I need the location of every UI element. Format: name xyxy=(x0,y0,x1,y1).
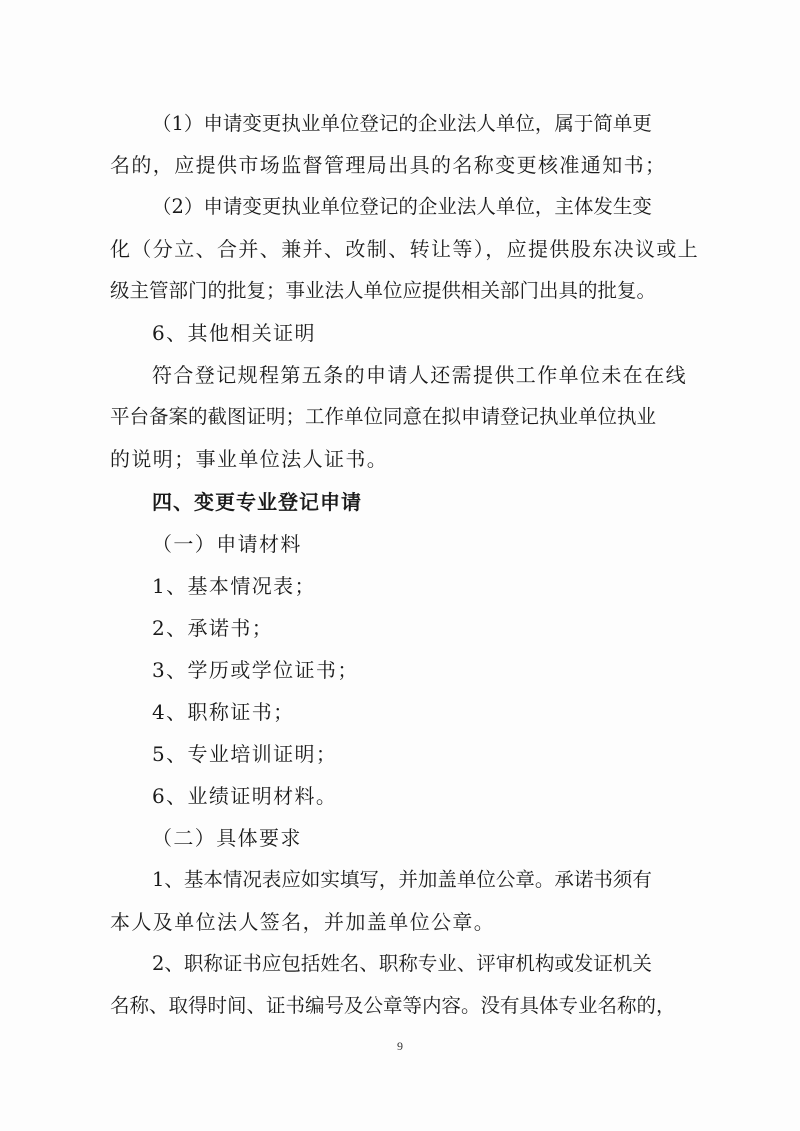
list-item: 6、业绩证明材料。 xyxy=(152,784,338,808)
paragraph-line: 2、职称证书应包括姓名、职称专业、评审机构或发证机关 xyxy=(152,952,652,975)
paragraph-line: 化（分立、合并、兼并、改制、转让等），应提供股东决议或上 xyxy=(110,237,700,261)
paragraph-line: 名的，应提供市场监督管理局出具的名称变更核准通知书； xyxy=(110,153,667,177)
page-number: 9 xyxy=(397,1039,403,1053)
list-item: 5、专业培训证明； xyxy=(152,742,338,766)
paragraph-line: 的说明；事业单位法人证书。 xyxy=(110,447,389,471)
paragraph-line: 平台备案的截图证明；工作单位同意在拟申请登记执业单位执业 xyxy=(110,405,657,428)
paragraph-line: （1）申请变更执业单位登记的企业法人单位，属于简单更 xyxy=(152,112,652,135)
list-item: 2、承诺书； xyxy=(152,616,274,640)
section-item: 6、其他相关证明 xyxy=(152,321,316,345)
paragraph-line: 本人及单位法人签名，并加盖单位公章。 xyxy=(110,910,496,934)
paragraph-line: 名称、取得时间、证书编号及公章等内容。没有具体专业名称的， xyxy=(110,994,676,1017)
paragraph-line: 级主管部门的批复；事业法人单位应提供相关部门出具的批复。 xyxy=(110,279,657,302)
paragraph-line: 符合登记规程第五条的申请人还需提供工作单位未在在线 xyxy=(152,363,687,387)
subsection-heading: （一）申请材料 xyxy=(152,532,302,556)
list-item: 4、职称证书； xyxy=(152,700,295,724)
list-item: 3、学历或学位证书； xyxy=(152,658,359,682)
paragraph-line: 1、基本情况表应如实填写，并加盖单位公章。承诺书须有 xyxy=(152,868,652,891)
paragraph-line: （2）申请变更执业单位登记的企业法人单位，主体发生变 xyxy=(152,195,652,218)
subsection-heading: （二）具体要求 xyxy=(152,826,302,850)
list-item: 1、基本情况表； xyxy=(152,574,316,598)
section-heading: 四、变更专业登记申请 xyxy=(152,490,362,514)
